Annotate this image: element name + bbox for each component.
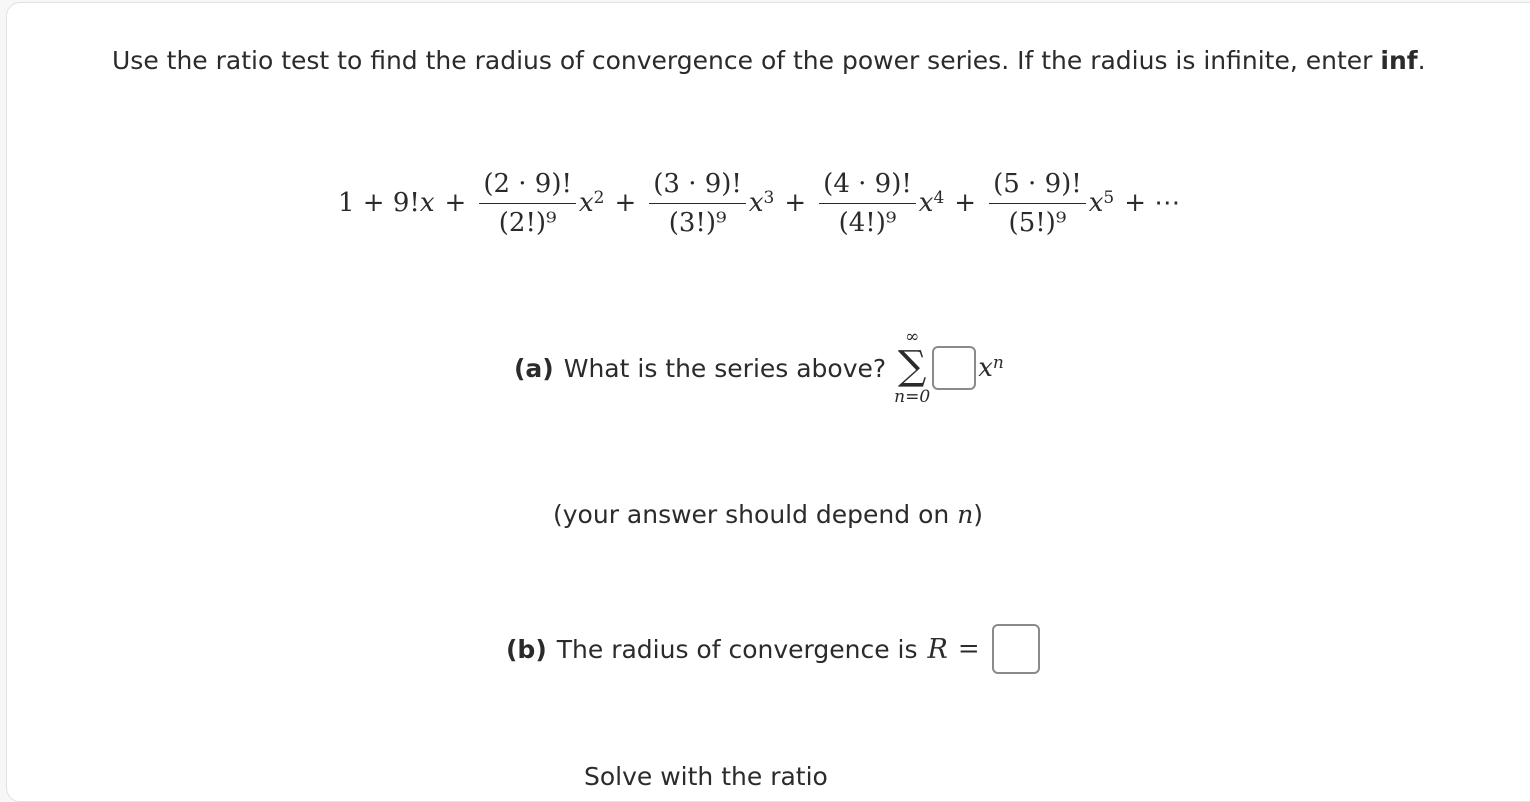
fraction-denominator: (4!)⁹ xyxy=(838,207,897,238)
hint-suffix: ) xyxy=(973,500,984,529)
part-a-text: What is the series above? xyxy=(563,353,887,383)
fraction-numerator: (5 · 9)! xyxy=(989,169,1086,204)
term-exponent: 2 xyxy=(593,188,605,208)
part-b-question xyxy=(506,622,1042,676)
term-var: x xyxy=(748,188,764,218)
fraction-denominator: (2!)⁹ xyxy=(498,207,557,238)
series-lead-var: x xyxy=(419,188,435,218)
part-a-answer-input[interactable] xyxy=(932,346,976,390)
power-series-expression xyxy=(338,158,1190,248)
sigma-icon: ∑ xyxy=(897,343,927,389)
intro-main: Use the ratio test to find the radius of convergence of the power series. If the radius is infinite, enter xyxy=(112,46,1381,75)
sum-lower-limit: n=0 xyxy=(894,387,931,407)
series-tail: + ⋯ xyxy=(1124,188,1181,218)
term-var: x xyxy=(1088,188,1104,218)
part-a-power-term xyxy=(978,353,1004,383)
series-term-fraction xyxy=(819,169,916,238)
series-term-power xyxy=(749,188,775,218)
part-a-label: (a) xyxy=(514,353,554,383)
fraction-numerator: (2 · 9)! xyxy=(479,169,576,204)
equals-sign: = xyxy=(957,634,980,664)
hint-prefix: (your answer should depend on xyxy=(553,500,958,529)
part-a-question xyxy=(514,318,1004,418)
x-var: x xyxy=(978,353,993,383)
term-var: x xyxy=(918,188,934,218)
part-a-hint xyxy=(553,500,983,529)
plus-sign: + xyxy=(954,188,977,218)
fraction-denominator: (5!)⁹ xyxy=(1008,207,1067,238)
radius-var: R xyxy=(927,633,948,665)
series-term-fraction xyxy=(479,169,576,238)
sum-upper-limit: ∞ xyxy=(905,327,920,347)
exponent-n: n xyxy=(992,353,1004,373)
fraction-denominator: (3!)⁹ xyxy=(668,207,727,238)
part-b-text: The radius of convergence is xyxy=(556,634,918,664)
intro-text xyxy=(112,44,1512,78)
term-exponent: 3 xyxy=(763,188,775,208)
part-b-label: (b) xyxy=(506,634,547,664)
plus-sign: + xyxy=(614,188,637,218)
intro-end: . xyxy=(1417,46,1426,75)
term-var: x xyxy=(578,188,594,218)
hint-var: n xyxy=(957,500,974,529)
summation-symbol xyxy=(894,328,930,408)
fraction-numerator: (4 · 9)! xyxy=(819,169,916,204)
plus-sign: + xyxy=(444,188,467,218)
term-exponent: 5 xyxy=(1103,188,1115,208)
series-term-fraction xyxy=(989,169,1086,238)
fraction-numerator: (3 · 9)! xyxy=(649,169,746,204)
part-b-answer-input[interactable] xyxy=(992,624,1040,674)
intro-keyword: inf xyxy=(1380,46,1418,75)
series-term-power xyxy=(579,188,605,218)
series-lead: 1 + 9! xyxy=(338,188,420,218)
partially-visible-text: Solve with the ratio xyxy=(584,762,828,791)
series-term-power xyxy=(1089,188,1115,218)
plus-sign: + xyxy=(784,188,807,218)
term-exponent: 4 xyxy=(933,188,945,208)
series-term-power xyxy=(919,188,945,218)
series-term-fraction xyxy=(649,169,746,238)
